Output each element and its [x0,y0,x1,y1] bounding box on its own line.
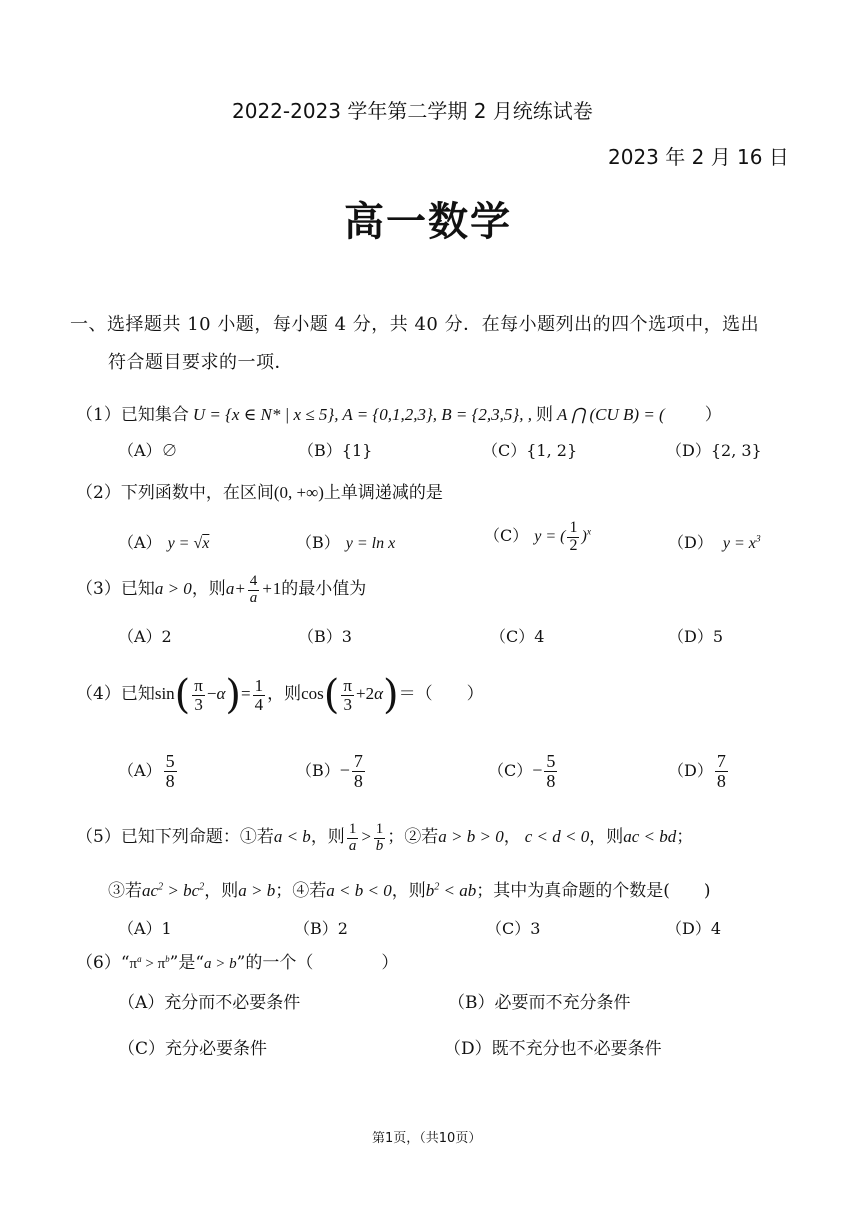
interval: (0, +∞) [273,483,324,502]
question-text: 已知集合 [120,405,189,425]
question-6: $(6)“\pi^a > \pi^b$”是“a > b”的一个（ ） [76,953,399,973]
q6-option-d: （D）既不充分也不必要条件 [444,1039,662,1059]
q1-option-b: （B）{1} [298,441,373,460]
question-number: （3） [76,579,121,600]
page-footer: 第1页，（共10页） [372,1131,482,1146]
q2-option-a: （A） y = √x [118,533,210,552]
q5-option-b: （B）2 [294,919,348,938]
question-number: （2） [76,483,121,503]
q4-option-c: （C）− $\frac{5}{8}$ [488,751,556,791]
q5-option-d: （D）4 [666,919,722,938]
q2-option-d: （D） $y = x^3$ [668,533,761,552]
question-1 [76,400,722,425]
q6-option-a: （A）充分而不必要条件 [118,993,301,1013]
q4-option-d: （D） $\frac{7}{8}$ [668,751,726,791]
question-text: ＝（ ） [398,683,484,704]
question-number: （1） [76,405,121,425]
q2-option-b: （B） y = ln x [296,533,396,552]
exam-date: 2023 年 2 月 16 日 [608,145,789,169]
question-text: 的最小值为 [281,579,367,600]
option-expression: $y = x^3$ [722,533,761,552]
section-heading-line1: 一、选择题共 10 小题，每小题 4 分，共 40 分．在每小题列出的四个选项中，选出 [70,314,760,335]
question-2 [76,478,443,503]
question-number: （6） [76,953,121,973]
q6-option-c: （C）充分必要条件 [118,1039,268,1059]
question-5-line-1: （5）已知下列命题：①若a < b，则 $\frac{1}{a}$ > $\frac{1}{b}$ ；②若a > b > 0， c < d < 0，则ac < bd； [76,821,694,854]
q5-option-c: （C）3 [486,919,541,938]
question-text: 已知 [120,683,155,704]
q4-option-b: （B）− $\frac{7}{8}$ [296,751,363,791]
condition: a > 0 [154,579,192,599]
expression: a+ $\frac{4}{a}$ +1 [225,573,282,606]
question-number: （5） [76,827,121,848]
option-expression: y = ( $\frac{1}{2}$ )$^x$ [534,519,592,554]
q3-option-c: （C）4 [490,627,545,646]
answer-blank: ） [704,405,722,425]
question-text: ，则 [191,579,226,600]
q4-option-a: （A） $\frac{5}{8}$ [118,751,175,791]
option-expression: y = ln x [345,535,396,552]
q6-option-b: （B）必要而不充分条件 [448,993,631,1013]
q3-option-d: （D）5 [668,627,724,646]
section-heading-line2: 符合题目要求的一项． [108,352,293,373]
q3-option-b: （B）3 [298,627,352,646]
set-expression: A ⋂ (CU B) = ( [556,405,665,424]
question-text: 则 [535,405,553,425]
question-4 [76,672,484,718]
question-5-line-2: ③若$ac^2 > bc^2$，则a > b；④若a < b < 0，则$b^2$ < ab；其中为真命题的个数是( ) [108,881,711,901]
option-expression: y = √x [167,535,210,552]
cos-expression: cos( $\frac{\pi}{3}$ +2α) [301,672,399,718]
q1-option-a: （A）∅ [118,441,178,460]
exam-title: 2022-2023 学年第二学期 2 月统练试卷 [232,99,593,123]
sin-expression: sin( $\frac{\pi}{3}$ −α)= $\frac{1}{4}$ [154,672,264,718]
q1-option-c: （C）{1, 2} [482,441,578,460]
subject-title: 高一数学 [344,199,512,245]
set-definitions: U = {x ∈ N* | x ≤ 5}, A = {0,1,2,3}, B = {2,3,5}, , [192,405,532,424]
q1-option-d: （D）{2, 3} [666,441,762,460]
question-number: （4） [76,683,121,704]
q5-option-a: （A）1 [118,919,172,938]
question-text: 下列函数中，在区间 [120,483,274,503]
q2-option-c: （C） y = ( $\frac{1}{2}$ )$^x$ [484,519,592,554]
question-text: 上单调递减的是 [323,483,443,503]
question-text: ，则 [267,683,302,704]
question-text: 已知 [120,579,155,600]
q3-option-a: （A）2 [118,627,172,646]
question-3 [76,574,366,607]
